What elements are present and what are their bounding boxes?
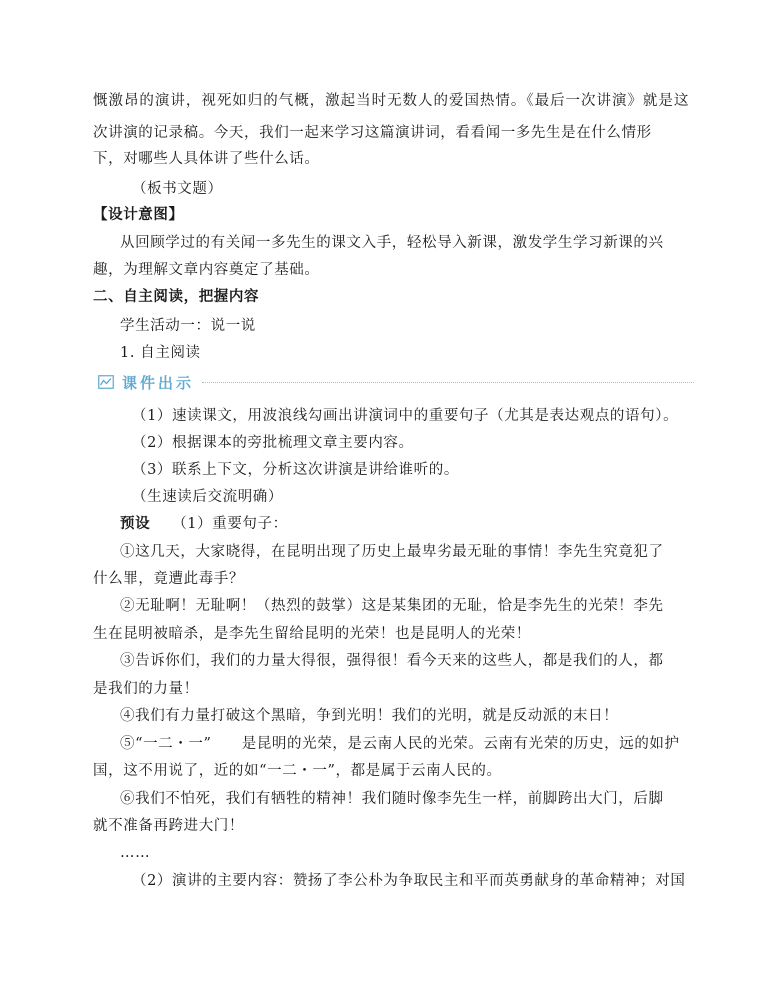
quote-line: ①这几天，大家晓得，在昆明出现了历史上最卑劣最无耻的事情！李先生究竟犯了 xyxy=(120,544,664,560)
intro-paragraph-line: 次讲演的记录稿。今天，我们一起来学习这篇演讲词，看看闻一多先生是在什么情形 xyxy=(93,125,652,141)
quote-line: ⑤“一二・一” 是昆明的光荣，是云南人民的光荣。云南有光荣的历史，远的如护 xyxy=(120,736,680,752)
task-item: （1）速读课文，用波浪线勾画出讲演词中的重要句子（尤其是表达观点的语句）。 xyxy=(132,408,679,424)
task-item: （2）根据课本的旁批梳理文章主要内容。 xyxy=(132,435,414,451)
quote-line: 什么罪，竟遭此毒手？ xyxy=(93,571,244,587)
courseware-banner xyxy=(98,372,694,392)
preset-intro: （1）重要句子： xyxy=(172,516,288,532)
design-intent-heading: 【设计意图】 xyxy=(93,207,184,223)
quote-ellipsis: …… xyxy=(120,845,151,861)
banner-divider xyxy=(202,382,694,383)
intro-paragraph-line: 慨激昂的演讲，视死如归的气概，激起当时无数人的爱国热情。《最后一次讲演》就是这 xyxy=(93,93,689,109)
step-label: 1. 自主阅读 xyxy=(120,345,201,361)
quote-line: ③告诉你们，我们的力量大得很，强得很！看今天来的这些人，都是我们的人，都 xyxy=(120,653,664,669)
section-heading: 二、自主阅读，把握内容 xyxy=(93,289,260,305)
board-note: （板书文题） xyxy=(132,181,223,197)
intro-paragraph-line: 下，对哪些人具体讲了些什么话。 xyxy=(93,151,320,167)
content-line: （2）演讲的主要内容：赞扬了李公朴为争取民主和平而英勇献身的革命精神；对国 xyxy=(132,873,686,889)
design-intent-line: 从回顾学过的有关闻一多先生的课文入手，轻松导入新课，激发学生学习新课的兴 xyxy=(120,235,664,251)
quote-line: 国，这不用说了，近的如“一二・一”，都是属于云南人民的。 xyxy=(93,763,502,779)
quote-line: ②无耻啊！无耻啊！（热烈的鼓掌）这是某集团的无耻，恰是李先生的光荣！李先 xyxy=(120,598,664,614)
quote-line: 是我们的力量！ xyxy=(93,681,199,697)
design-intent-line: 趣，为理解文章内容奠定了基础。 xyxy=(93,262,320,278)
quote-line: 就不准备再跨进大门！ xyxy=(93,818,244,834)
task-note: （生速读后交流明确） xyxy=(132,489,283,505)
student-activity: 学生活动一：说一说 xyxy=(120,318,256,334)
task-item: （3）联系上下文，分析这次讲演是讲给谁听的。 xyxy=(132,462,459,478)
preset-line xyxy=(120,514,288,534)
quote-line: 生在昆明被暗杀，是李先生留给昆明的光荣！也是昆明人的光荣！ xyxy=(93,626,531,642)
preset-label: 预设 xyxy=(120,516,151,532)
quote-line: ⑥我们不怕死，我们有牺牲的精神！我们随时像李先生一样，前脚跨出大门，后脚 xyxy=(120,791,664,807)
courseware-title: 课件出示 xyxy=(122,373,195,392)
quote-line: ④我们有力量打破这个黑暗，争到光明！我们的光明，就是反动派的末日！ xyxy=(120,708,619,724)
chart-courseware-icon xyxy=(98,375,114,389)
